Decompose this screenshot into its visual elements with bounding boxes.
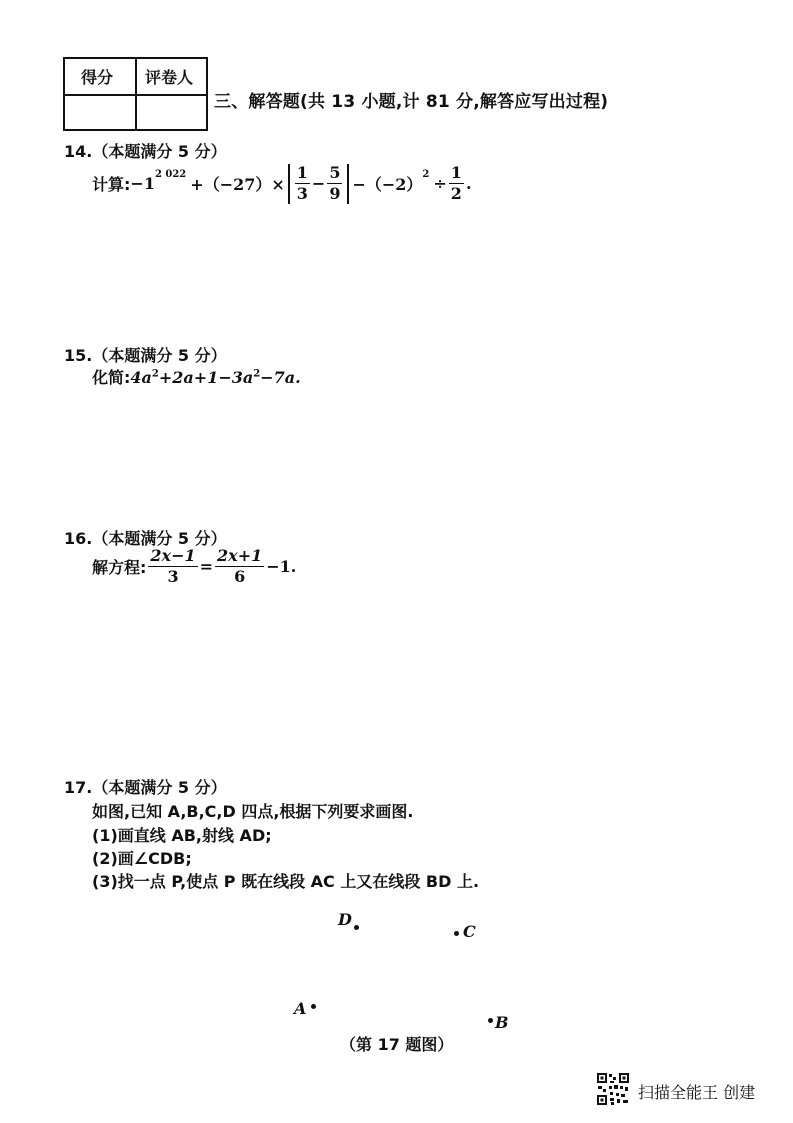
q14-divide: ÷ (433, 174, 447, 193)
section-title: 三、解答题(共 13 小题,计 81 分,解答应写出过程) (214, 92, 609, 112)
point-d-dot (354, 925, 359, 930)
point-a-dot (311, 1004, 316, 1009)
q14-heading: 14.（本题满分 5 分） (64, 142, 227, 161)
q16-right-fraction: $\frac{2x+1}{6}$ (217, 546, 263, 586)
q15-part-a: 4a (130, 368, 152, 387)
q14-fraction-1: $\frac{1}{3}$ (296, 163, 308, 203)
point-c-label: C (463, 922, 476, 941)
q17-item-2: (2)画∠CDB; (92, 849, 192, 868)
q16-heading: 16.（本题满分 5 分） (64, 529, 227, 548)
score-header: 得分 (81, 68, 114, 87)
score-table (63, 57, 208, 131)
q15-part-b: +2a+1−3a (158, 368, 254, 387)
figure-caption: （第 17 题图） (340, 1035, 454, 1054)
grader-header: 评卷人 (145, 68, 194, 87)
q14-term3-exponent: 2 (422, 169, 430, 180)
q14-term1: −1 (130, 174, 155, 193)
q16-equals: = (199, 557, 214, 576)
table-divider-horizontal (65, 94, 206, 96)
q14-term3: −（−2） (352, 175, 423, 194)
abs-bar-right (347, 164, 349, 204)
q15-prefix: 化简: (92, 368, 131, 387)
q15-expression (92, 365, 301, 388)
q17-item-3: (3)找一点 P,使点 P 既在线段 AC 上又在线段 BD 上. (92, 872, 480, 891)
q16-equation (92, 546, 296, 587)
q15-exp-a: 2 (151, 368, 159, 380)
q17-intro: 如图,已知 A,B,C,D 四点,根据下列要求画图. (92, 802, 414, 821)
q14-period: . (465, 174, 472, 193)
point-d-label: D (338, 910, 352, 929)
point-c-dot (454, 931, 459, 936)
q16-left-fraction: $\frac{2x-1}{3}$ (150, 546, 196, 586)
q17-heading: 17.（本题满分 5 分） (64, 778, 227, 797)
abs-bar-left (288, 164, 290, 204)
point-b-dot (488, 1018, 493, 1023)
q14-expression (92, 163, 472, 204)
point-a-label: A (294, 999, 307, 1018)
footer-watermark: 扫描全能王 创建 (638, 1083, 756, 1102)
q14-term1-exponent: 2 022 (154, 169, 187, 180)
q15-exp-b: 2 (253, 368, 261, 380)
q14-term2: +（−27）× (190, 175, 285, 194)
q14-minus: − (311, 174, 326, 193)
q14-prefix: 计算: (92, 175, 131, 194)
q15-heading: 15.（本题满分 5 分） (64, 346, 227, 365)
q16-prefix: 解方程: (92, 558, 147, 577)
point-b-label: B (495, 1013, 509, 1032)
q17-item-1: (1)画直线 AB,射线 AD; (92, 826, 272, 845)
q14-fraction-2: $\frac{5}{9}$ (329, 163, 341, 203)
qr-code-icon (596, 1072, 630, 1106)
q14-fraction-3: $\frac{1}{2}$ (450, 163, 462, 203)
q15-part-c: −7a. (260, 368, 301, 387)
q16-tail: −1. (266, 557, 297, 576)
